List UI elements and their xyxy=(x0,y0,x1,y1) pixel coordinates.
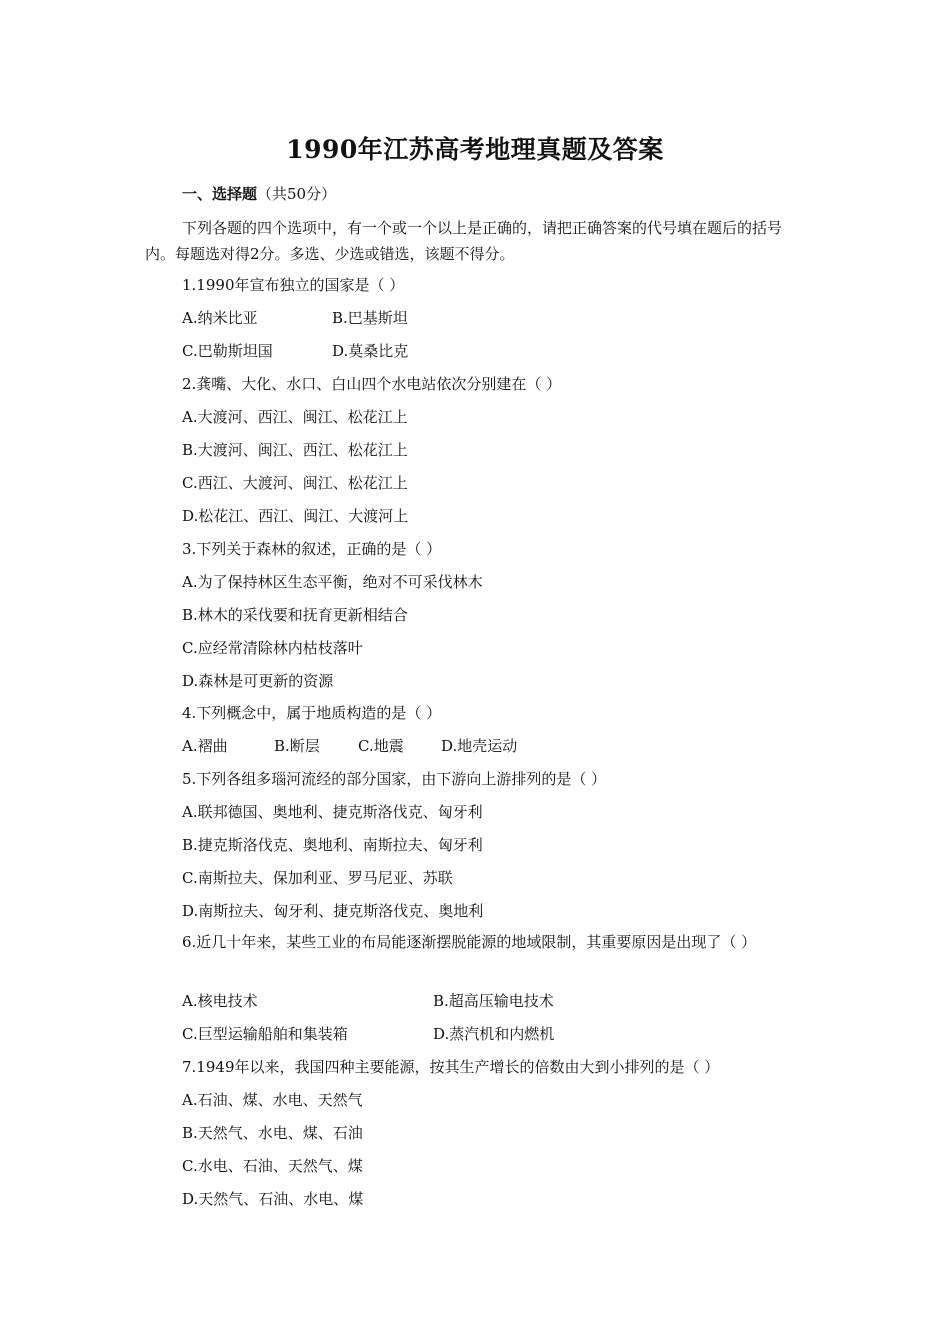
question-5-stem: 5.下列各组多瑙河流经的部分国家，由下游向上游排列的是（ ） xyxy=(182,770,607,788)
question-6-option-b: B.超高压输电技术 xyxy=(433,992,554,1010)
question-3-option-a: A.为了保持林区生态平衡，绝对不可采伐林木 xyxy=(182,573,483,591)
question-6-option-d: D.蒸汽机和内燃机 xyxy=(433,1025,555,1043)
question-1-stem: 1.1990年宣布独立的国家是（ ） xyxy=(182,276,405,294)
question-7-option-a: A.石油、煤、水电、天然气 xyxy=(182,1091,363,1109)
question-5-option-c: C.南斯拉夫、保加利亚、罗马尼亚、苏联 xyxy=(182,869,453,887)
question-2-stem: 2.龚嘴、大化、水口、白山四个水电站依次分别建在（ ） xyxy=(182,375,562,393)
question-2-option-a: A.大渡河、西江、闽江、松花江上 xyxy=(182,408,408,426)
page-title: 1990年江苏高考地理真题及答案 xyxy=(286,135,664,164)
question-3-stem: 3.下列关于森林的叙述，正确的是（ ） xyxy=(182,540,442,558)
question-5-option-d: D.南斯拉夫、匈牙利、捷克斯洛伐克、奥地利 xyxy=(182,902,484,920)
question-4-options-row xyxy=(182,735,517,757)
question-7-option-c: C.水电、石油、天然气、煤 xyxy=(182,1157,363,1175)
question-5-option-b: B.捷克斯洛伐克、奥地利、南斯拉夫、匈牙利 xyxy=(182,836,483,854)
question-7-option-d: D.天然气、石油、水电、煤 xyxy=(182,1190,364,1208)
question-2-option-d: D.松花江、西江、闽江、大渡河上 xyxy=(182,507,409,525)
question-4-option-b: B.断层 xyxy=(274,737,320,755)
question-3-option-d: D.森林是可更新的资源 xyxy=(182,672,334,690)
question-1-option-b: B.巴基斯坦 xyxy=(332,309,408,327)
question-4-option-c: C.地震 xyxy=(358,737,404,755)
question-4-stem: 4.下列概念中，属于地质构造的是（ ） xyxy=(182,704,442,722)
question-4-option-a: A.褶曲 xyxy=(182,737,228,755)
question-3-option-c: C.应经常清除林内枯枝落叶 xyxy=(182,639,363,657)
section-label: 一、选择题 xyxy=(182,185,258,203)
question-1-option-d: D.莫桑比克 xyxy=(332,342,409,360)
question-7-stem: 7.1949年以来，我国四种主要能源，按其生产增长的倍数由大到小排列的是（ ） xyxy=(182,1058,720,1076)
section-score-note: （共50分） xyxy=(257,185,337,203)
question-1-options-row-2 xyxy=(182,340,408,362)
question-6-option-a: A.核电技术 xyxy=(182,992,258,1010)
question-3-option-b: B.林木的采伐要和抚育更新相结合 xyxy=(182,606,408,624)
question-1-options-row-1 xyxy=(182,307,408,329)
instructions-paragraph: 下列各题的四个选项中，有一个或一个以上是正确的，请把正确答案的代号填在题后的括号内。每题选对得2分。多选、少选或错选，该题不得分。 xyxy=(145,219,783,263)
question-2-option-c: C.西江、大渡河、闽江、松花江上 xyxy=(182,474,408,492)
question-1-option-c: C.巴勒斯坦国 xyxy=(182,342,273,360)
question-7-option-b: B.天然气、水电、煤、石油 xyxy=(182,1124,363,1142)
question-6-options-row-1 xyxy=(182,990,554,1012)
question-4-option-d: D.地壳运动 xyxy=(441,737,518,755)
question-6-options-row-2 xyxy=(182,1023,554,1045)
question-6-stem: 6.近几十年来，某些工业的布局能逐渐摆脱能源的地域限制，其重要原因是出现了（ ） xyxy=(182,933,757,951)
section-heading xyxy=(182,182,336,206)
question-1-option-a: A.纳米比亚 xyxy=(182,309,258,327)
question-5-option-a: A.联邦德国、奥地利、捷克斯洛伐克、匈牙利 xyxy=(182,803,483,821)
question-6-option-c: C.巨型运输船舶和集装箱 xyxy=(182,1025,348,1043)
question-2-option-b: B.大渡河、闽江、西江、松花江上 xyxy=(182,441,408,459)
